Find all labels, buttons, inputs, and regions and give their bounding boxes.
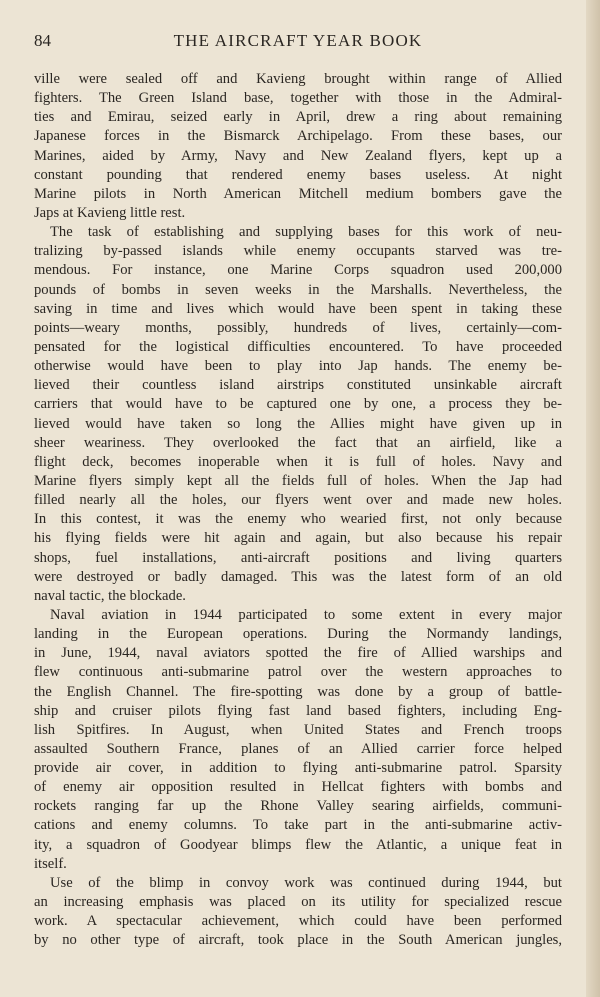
text-line: Japs at Kavieng little rest.: [34, 204, 186, 221]
text-line: lish Spitfires. In August, when United States and French troops: [34, 721, 562, 738]
text-line: in June, 1944, naval aviators spotted the fire of Allied warships and: [34, 645, 562, 662]
body-text: [34, 70, 562, 950]
text-line: were destroyed or badly damaged. This was the latest form of an old: [34, 568, 562, 585]
text-line: Naval aviation in 1944 participated to some extent in every major: [50, 606, 562, 623]
text-line: rockets ranging far up the Rhone Valley searing airfields, communi-: [34, 798, 562, 815]
text-line: cations and enemy columns. To take part in the anti-submarine activ-: [34, 817, 562, 834]
text-line: of enemy air opposition resulted in Hellcat fighters with bombs and: [34, 779, 562, 796]
text-line: filled nearly all the holes, our flyers went over and made new holes.: [34, 492, 562, 509]
text-line: naval tactic, the blockade.: [34, 587, 186, 604]
text-line: his flying fields were hit again and again, but also because his repair: [34, 530, 562, 547]
text-line: lieved their countless island airstrips constituted unsinkable aircraft: [34, 377, 562, 394]
text-line: pensated for the logistical difficulties encountered. To have proceeded: [34, 338, 562, 355]
text-line: In this contest, it was the enemy who wearied first, not only because: [34, 511, 562, 528]
text-line: lieved would have taken so long the Allies might have given up in: [34, 415, 562, 432]
text-line: flight deck, becomes inoperable when it is full of holes. Navy and: [34, 453, 562, 470]
text-line: the English Channel. The fire-spotting was done by a group of battle-: [34, 683, 562, 700]
text-line: ties and Emirau, seized early in April, drew a ring about remaining: [34, 109, 562, 126]
text-line: assaulted Southern France, planes of an Allied carrier force helped: [34, 740, 562, 757]
text-line: an increasing emphasis was placed on its utility for specialized rescue: [34, 894, 562, 911]
text-line: Use of the blimp in convoy work was continued during 1944, but: [50, 874, 562, 891]
page-number: 84: [34, 31, 51, 50]
text-line: Marines, aided by Army, Navy and New Zealand flyers, kept up a: [34, 147, 562, 164]
text-line: by no other type of aircraft, took place in the South American jungles,: [34, 932, 562, 949]
text-line: mendous. For instance, one Marine Corps squadron used 200,000: [34, 262, 562, 279]
text-line: sheer weariness. They overlooked the fact that an airfield, like a: [34, 434, 562, 451]
text-line: carriers that would have to be captured one by one, a process they be-: [34, 396, 562, 413]
text-line: points—weary months, possibly, hundreds of lives, certainly—com-: [34, 319, 562, 336]
text-line: shops, fuel installations, anti-aircraft positions and living quarters: [34, 549, 562, 566]
text-line: pounds of bombs in seven weeks in the Marshalls. Nevertheless, the: [34, 281, 562, 298]
text-line: ville were sealed off and Kavieng brought within range of Allied: [34, 71, 562, 87]
running-head: THE AIRCRAFT YEAR BOOK: [173, 31, 423, 50]
text-line: landing in the European operations. During the Normandy landings,: [34, 626, 562, 643]
text-line: ship and cruiser pilots flying fast land based fighters, including Eng-: [34, 702, 562, 719]
text-line: work. A spectacular achievement, which could have been performed: [34, 913, 562, 930]
page-edge-shadow: [586, 0, 600, 997]
text-line: Japanese forces in the Bismarck Archipelago. From these bases, our: [34, 128, 562, 145]
text-line: Marine flyers simply kept all the fields full of holes. When the Jap had: [34, 472, 562, 489]
text-line: constant pounding that rendered enemy bases useless. At night: [34, 166, 562, 183]
text-line: tralizing by-passed islands while enemy occupants starved was tre-: [34, 243, 562, 260]
text-line: fighters. The Green Island base, together with those in the Admiral-: [34, 90, 562, 107]
page-header: [34, 31, 562, 55]
text-line: Marine pilots in North American Mitchell medium bombers gave the: [34, 185, 562, 202]
text-line: flew continuous anti-submarine patrol over the western approaches to: [34, 664, 562, 681]
text-line: provide air cover, in addition to flying anti-submarine patrol. Sparsity: [34, 760, 562, 777]
text-line: otherwise would have been to play into Jap hands. The enemy be-: [34, 358, 562, 375]
text-line: ity, a squadron of Goodyear blimps flew the Atlantic, a unique feat in: [34, 836, 562, 853]
text-line: itself.: [34, 855, 67, 872]
text-line: The task of establishing and supplying bases for this work of neu-: [50, 224, 562, 241]
text-line: saving in time and lives which would have been spent in taking these: [34, 300, 562, 317]
